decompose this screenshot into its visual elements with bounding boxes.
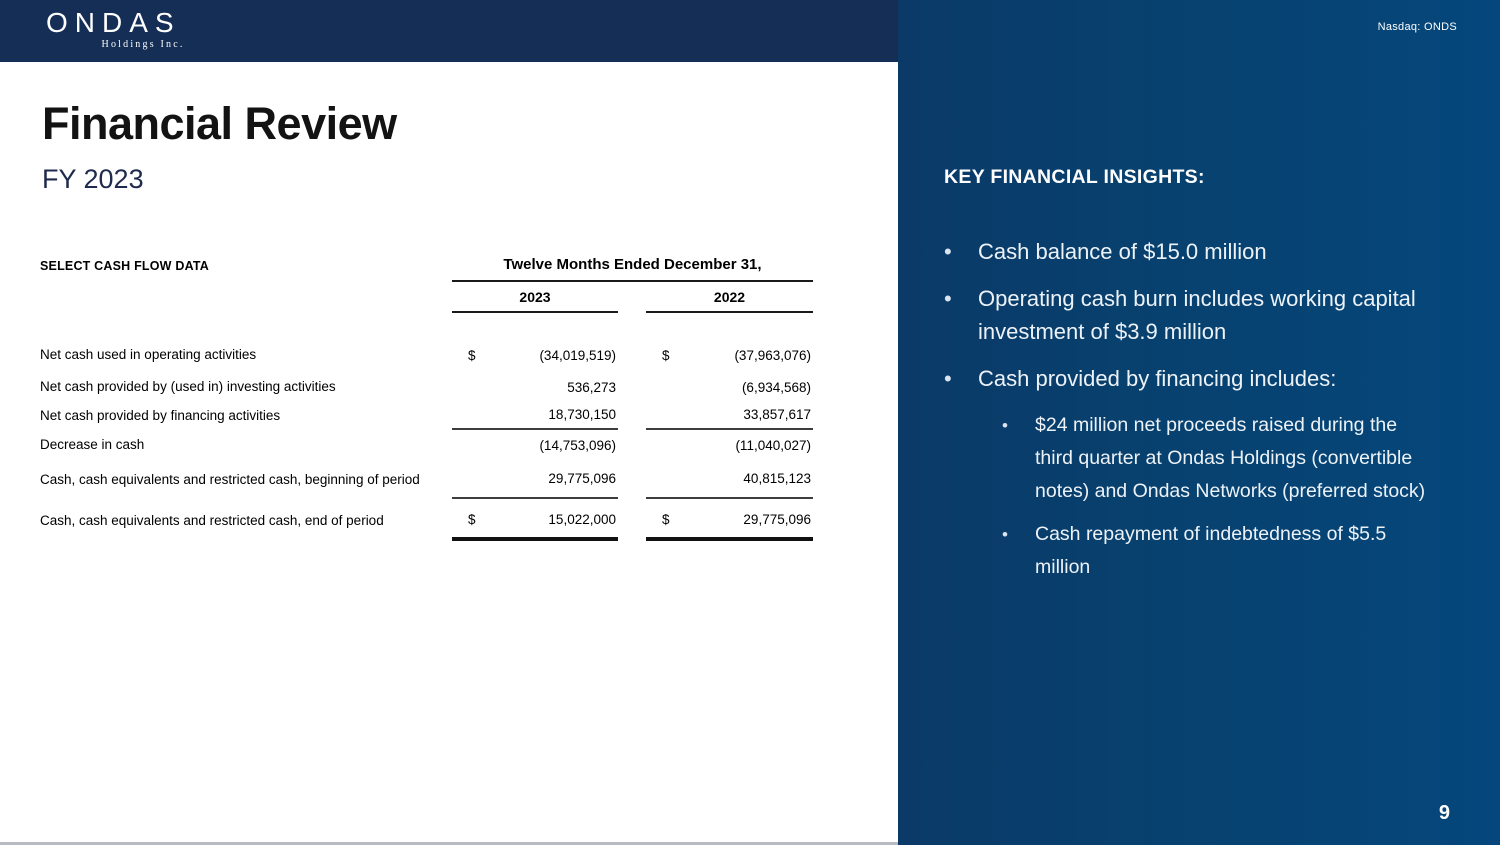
table-header	[40, 256, 813, 282]
table-row	[40, 460, 813, 499]
value-2023	[452, 401, 618, 430]
row-label: Cash, cash equivalents and restricted cash, end of period	[40, 513, 384, 529]
row-label: Net cash provided by (used in) investing activities	[40, 379, 336, 395]
value-2022	[646, 501, 813, 541]
row-label: Cash, cash equivalents and restricted cash, beginning of period	[40, 471, 420, 487]
value-2023	[452, 501, 618, 541]
currency-symbol: $	[468, 511, 476, 527]
value-2022	[646, 337, 813, 373]
row-label: Decrease in cash	[40, 437, 145, 453]
table-body	[40, 337, 813, 541]
spacer	[40, 282, 452, 313]
column-header-2022: 2022	[646, 282, 813, 313]
insights-panel	[898, 0, 1500, 845]
amount: (34,019,519)	[539, 347, 616, 363]
insight-text: Cash provided by financing includes:	[978, 366, 1337, 391]
table-spanner-label: Twelve Months Ended December 31,	[503, 256, 762, 273]
table-row	[40, 337, 813, 373]
amount: (37,963,076)	[734, 347, 811, 363]
nasdaq-ticker: Nasdaq: ONDS	[1377, 21, 1457, 33]
amount: (14,753,096)	[539, 437, 616, 453]
amount: (11,040,027)	[735, 437, 811, 453]
amount: (6,934,568)	[741, 379, 811, 395]
main-content	[0, 62, 898, 842]
value-2023	[452, 430, 618, 460]
currency-symbol: $	[468, 347, 476, 363]
amount: 29,775,096	[743, 511, 811, 527]
header-bar	[0, 0, 898, 62]
row-label: Net cash provided by financing activities	[40, 407, 281, 423]
list-item	[944, 235, 1460, 268]
insight-text: Cash balance of $15.0 million	[978, 239, 1267, 264]
list-item	[1002, 409, 1460, 508]
value-2023	[452, 460, 618, 499]
page-title: Financial Review	[42, 98, 397, 149]
value-2022	[646, 401, 813, 430]
amount: 536,273	[567, 379, 616, 395]
logo-subtext: Holdings Inc.	[101, 39, 185, 50]
page-subtitle: FY 2023	[42, 164, 144, 194]
cash-flow-table	[40, 256, 813, 541]
value-2022	[646, 460, 813, 499]
currency-symbol: $	[662, 511, 670, 527]
table-column-headers	[40, 282, 813, 313]
bullet-icon: •	[1002, 525, 1008, 544]
table-row	[40, 430, 813, 460]
bullet-icon: •	[1002, 416, 1008, 435]
list-item	[944, 362, 1460, 395]
row-label: Net cash used in operating activities	[40, 347, 257, 363]
value-2022	[646, 430, 813, 460]
list-item	[944, 282, 1460, 348]
value-2023	[452, 337, 618, 373]
spacer	[618, 282, 646, 313]
insights-sublist	[1002, 409, 1460, 584]
amount: 33,857,617	[743, 407, 811, 422]
table-row	[40, 401, 813, 430]
insights-list	[944, 235, 1460, 584]
bullet-icon: •	[944, 366, 952, 391]
insight-subtext: Cash repayment of indebtedness of $5.5 million	[1035, 523, 1387, 578]
insights-section	[898, 0, 1500, 584]
ondas-logo	[46, 7, 185, 50]
list-item	[1002, 518, 1460, 584]
page-number: 9	[1438, 802, 1450, 824]
logo-wordmark: ONDAS	[46, 7, 181, 38]
table-spanner-group	[452, 256, 813, 282]
bullet-icon: •	[944, 239, 952, 264]
amount: 29,775,096	[548, 471, 616, 486]
table-row	[40, 373, 813, 401]
amount: 40,815,123	[743, 471, 811, 486]
table-row	[40, 501, 813, 541]
currency-symbol: $	[662, 347, 670, 363]
amount: 18,730,150	[548, 407, 616, 422]
insight-text: Operating cash burn includes working capital investment of $3.9 million	[978, 286, 1416, 344]
insight-subtext: $24 million net proceeds raised during the third quarter at Ondas Holdings (convertible notes) and Ondas Networks (preferred stock)	[1035, 414, 1426, 502]
table-caption: SELECT CASH FLOW DATA	[40, 259, 210, 273]
value-2023	[452, 373, 618, 401]
insights-heading: KEY FINANCIAL INSIGHTS:	[944, 166, 1205, 188]
value-2022	[646, 373, 813, 401]
bullet-icon: •	[944, 286, 952, 311]
amount: 15,022,000	[548, 511, 616, 527]
column-header-2023: 2023	[452, 282, 618, 313]
